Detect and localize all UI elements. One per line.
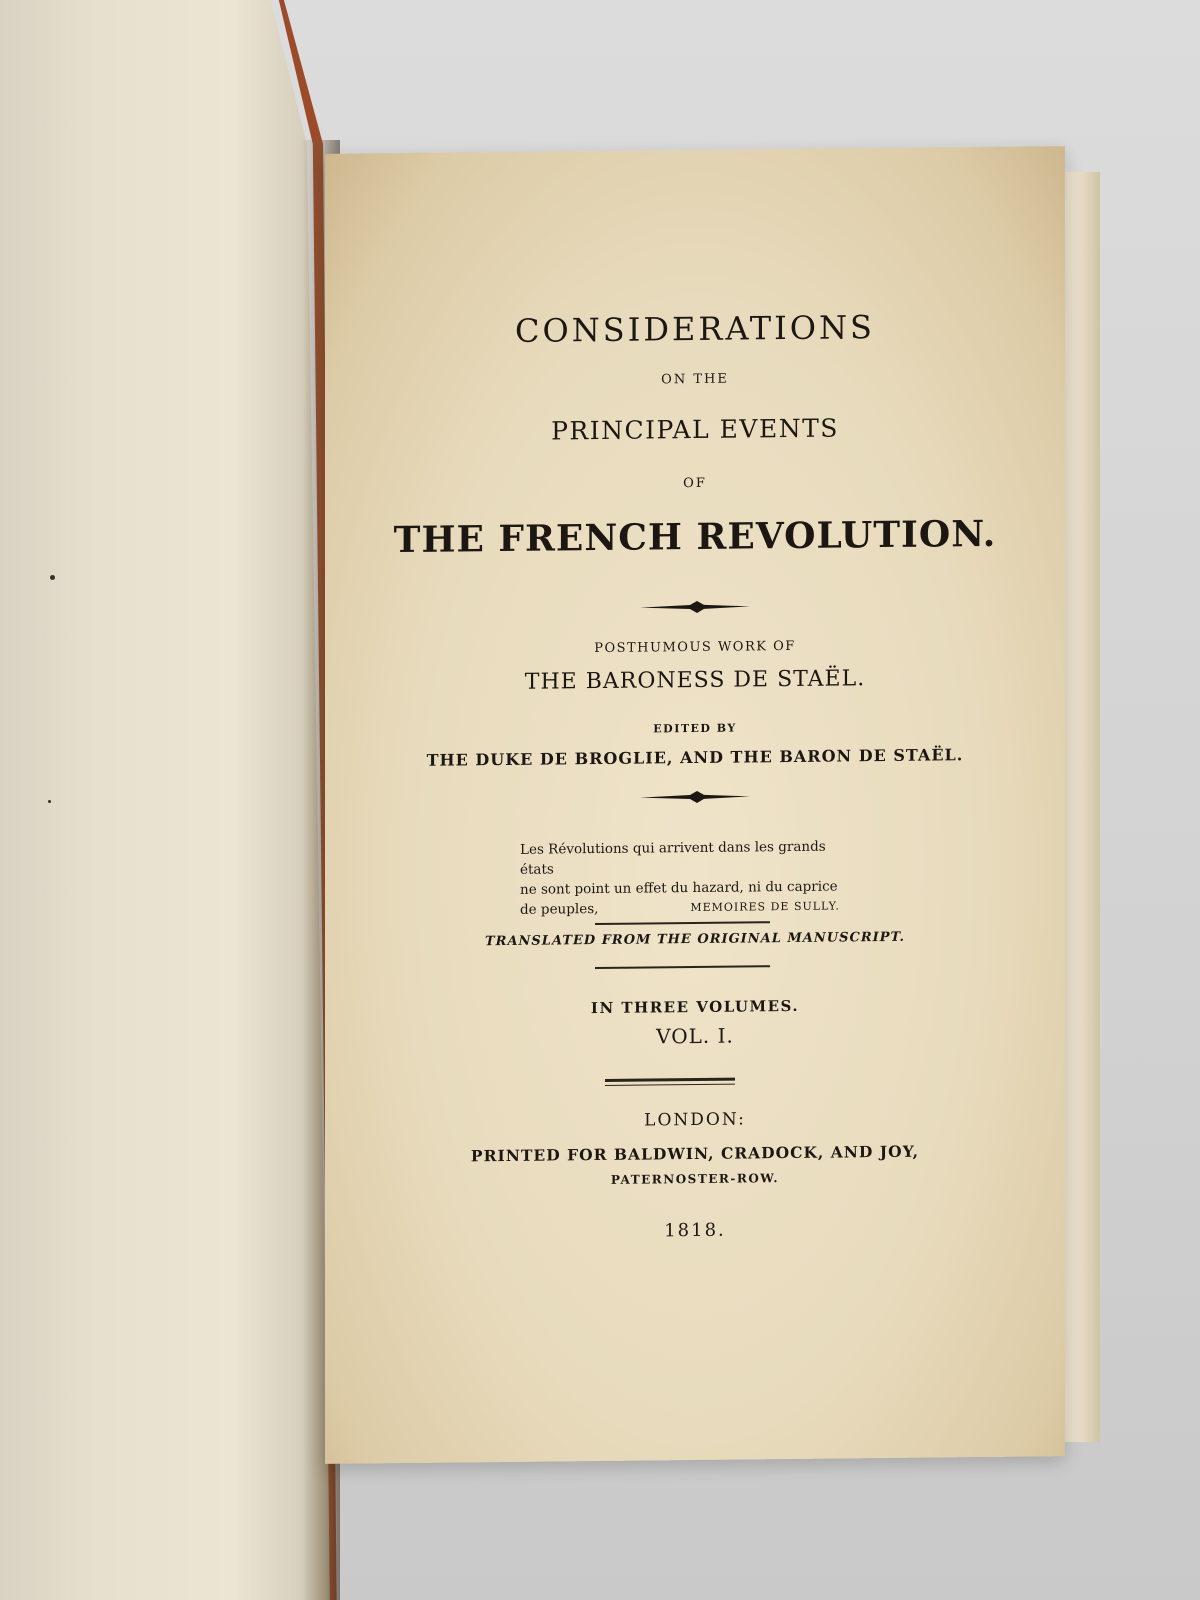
volume-number: VOL. I.	[656, 1023, 734, 1049]
title-page	[325, 146, 1065, 1464]
epigraph-last-line	[520, 896, 840, 919]
imprint-year: 1818.	[664, 1219, 726, 1242]
imprint-address: PATERNOSTER-ROW.	[610, 1171, 780, 1187]
ornament-divider-icon	[325, 596, 1065, 618]
horizontal-rule	[595, 921, 770, 925]
title-connector-on-the: ON THE	[661, 371, 729, 388]
author-name: THE BARONESS DE STAËL.	[524, 666, 866, 695]
editors-names: THE DUKE DE BROGLIE, AND THE BARON DE STAËL.	[426, 745, 964, 770]
ink-spot	[48, 800, 51, 803]
title-principal-events: PRINCIPAL EVENTS	[551, 413, 839, 446]
epigraph-line: Les Révolutions qui arrivent dans les grands états	[520, 838, 826, 878]
book-title: CONSIDERATIONS	[515, 308, 875, 350]
posthumous-label: POSTHUMOUS WORK OF	[594, 638, 796, 657]
double-rule	[605, 1078, 735, 1082]
translation-note: TRANSLATED FROM THE ORIGINAL MANUSCRIPT.	[484, 929, 906, 950]
title-french-revolution: THE FRENCH REVOLUTION.	[393, 512, 997, 562]
horizontal-rule	[595, 965, 770, 969]
imprint-city: LONDON:	[644, 1109, 746, 1131]
edited-by-label: EDITED BY	[653, 721, 737, 736]
imprint-printer: PRINTED FOR BALDWIN, CRADOCK, AND JOY,	[470, 1141, 920, 1166]
epigraph-line: de peuples,	[520, 901, 599, 918]
ink-spot	[50, 575, 55, 580]
epigraph-source: MEMOIRES DE SULLY.	[690, 899, 840, 915]
double-rule	[605, 1084, 735, 1086]
title-connector-of: OF	[683, 475, 707, 492]
volumes-note: IN THREE VOLUMES.	[590, 996, 800, 1018]
ornament-divider-icon	[325, 786, 1065, 808]
epigraph-line: ne sont point un effet du hazard, ni du caprice	[520, 878, 838, 898]
epigraph	[520, 836, 840, 919]
